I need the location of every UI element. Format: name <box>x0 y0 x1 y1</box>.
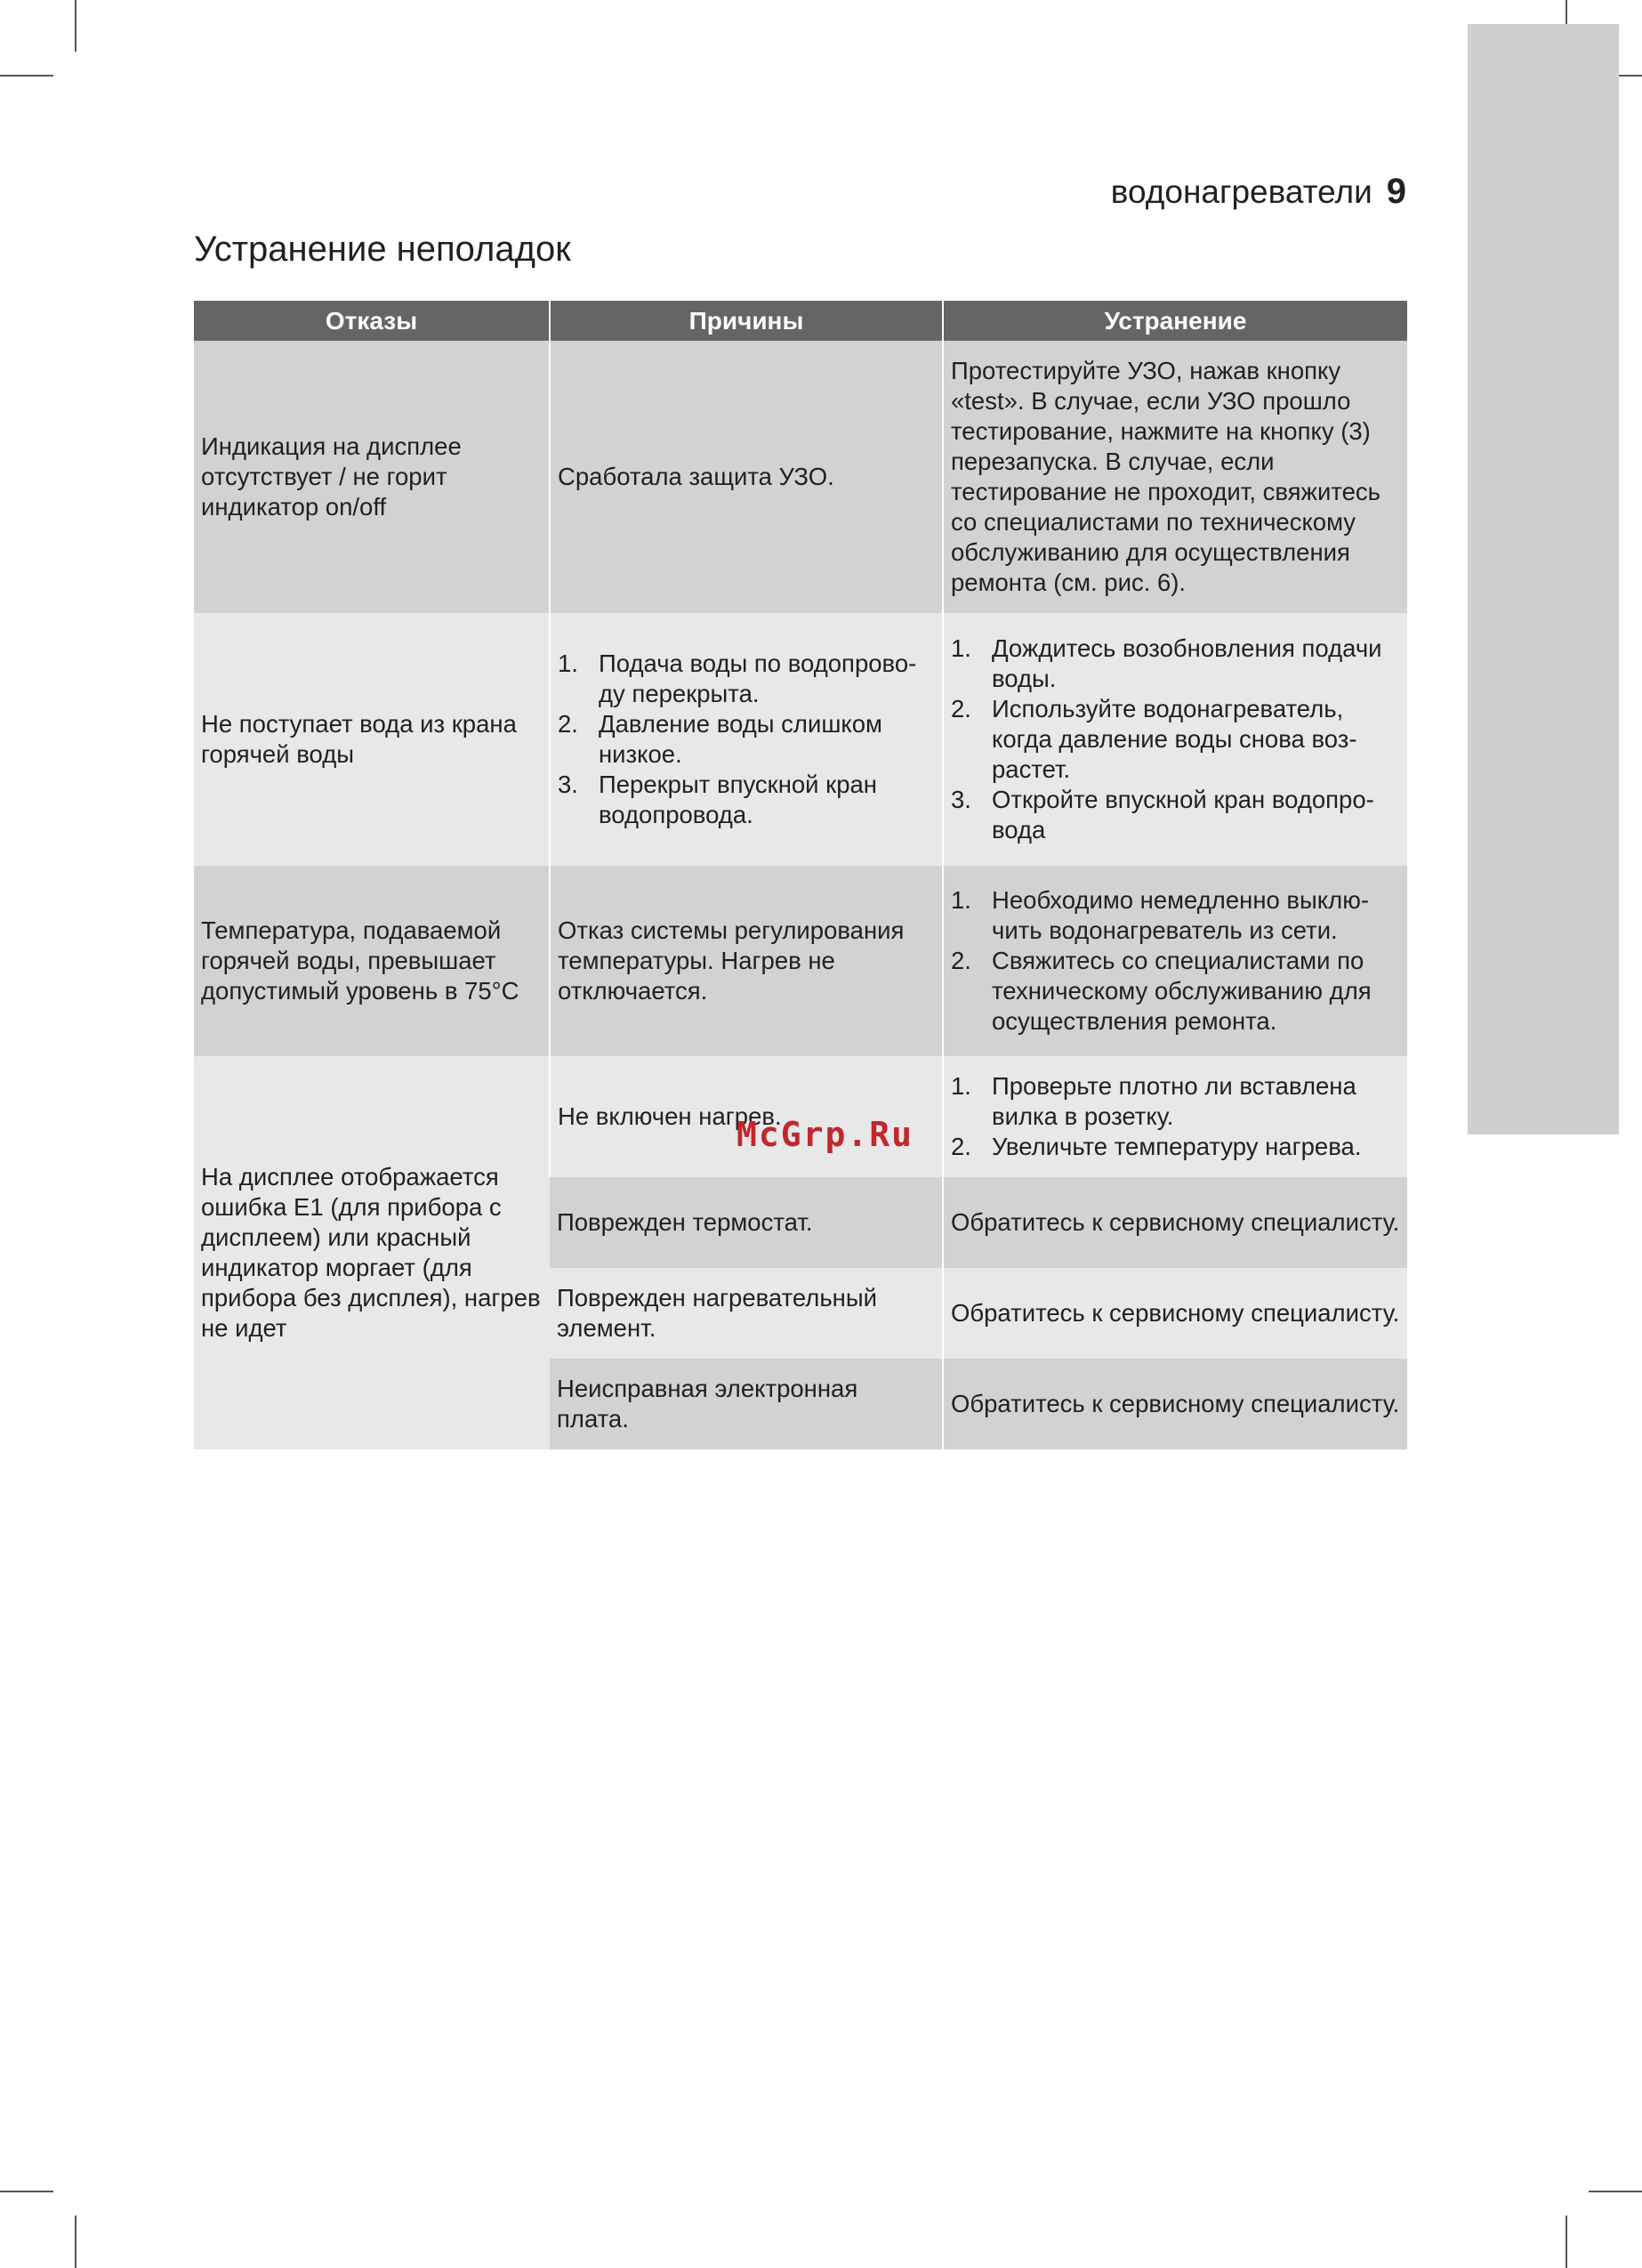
remedy-cell: Обратитесь к сервисному специалисту. <box>943 1177 1407 1268</box>
crop-mark <box>0 75 53 77</box>
list-text: Увеличьте температуру нагрева. <box>992 1133 1362 1160</box>
table-row <box>194 866 1407 1056</box>
list-number: 1. <box>951 886 971 914</box>
crop-mark <box>1566 2216 1567 2268</box>
list-item <box>951 946 1400 1037</box>
table-row <box>194 341 1407 613</box>
list-number: 3. <box>558 771 578 798</box>
remedy-list <box>951 1071 1400 1162</box>
list-text: Проверьте плотно ли вставлена вилка в розетку. <box>992 1072 1356 1130</box>
list-item <box>951 694 1400 785</box>
list-item <box>951 634 1400 694</box>
list-number: 2. <box>951 695 971 722</box>
cause-cell: Отказ системы регулирования температуры. Нагрев не отключается. <box>550 866 943 1056</box>
list-text: Подача воды по водопрово-ду перекрыта. <box>599 650 917 707</box>
cause-cell: Поврежден нагревательный элемент. <box>550 1268 943 1359</box>
remedy-cell <box>943 1056 1407 1177</box>
list-text: Дождитесь возобновления подачи воды. <box>992 634 1382 692</box>
watermark-text: McGrp.Ru <box>736 1115 914 1154</box>
list-number: 2. <box>558 710 578 738</box>
column-header-faults: Отказы <box>194 301 550 341</box>
remedy-cell: Обратитесь к сервисному специалисту. <box>943 1268 1407 1359</box>
cause-cell: Поврежден термостат. <box>550 1177 943 1268</box>
list-text: Необходимо немедленно выклю-чить водонагреватель из сети. <box>992 886 1369 944</box>
table-header-row <box>194 301 1407 341</box>
list-item <box>951 1071 1400 1132</box>
cause-cell: Сработала защита УЗО. <box>550 341 943 613</box>
list-item <box>558 649 935 709</box>
crop-mark <box>75 2216 76 2268</box>
running-header <box>1111 172 1406 212</box>
table-row <box>194 613 1407 866</box>
remedy-cell <box>943 613 1407 866</box>
cause-cell: Не включен нагрев. <box>550 1056 943 1177</box>
cause-cell: Неисправная электронная плата. <box>550 1359 943 1449</box>
list-text: Откройте впускной кран водопро-вода <box>992 786 1374 843</box>
fault-cell: Температура, подаваемой горячей воды, превышает допустимый уровень в 75°C <box>194 866 550 1056</box>
list-number: 2. <box>951 947 971 974</box>
list-item <box>951 785 1400 845</box>
list-item <box>558 770 935 830</box>
crop-mark <box>1589 2191 1642 2192</box>
remedy-cell: Обратитесь к сервисному специалисту. <box>943 1359 1407 1449</box>
list-number: 3. <box>951 786 971 813</box>
cause-list <box>558 649 935 830</box>
list-item <box>951 1132 1400 1162</box>
list-item <box>558 709 935 770</box>
section-title: Устранение неполадок <box>194 230 571 269</box>
crop-mark <box>75 0 76 52</box>
list-item <box>951 885 1400 946</box>
list-number: 1. <box>951 634 971 662</box>
column-header-remedies: Устранение <box>943 301 1407 341</box>
fault-cell: Индикация на дисплее отсутствует / не горит индикатор on/off <box>194 341 550 613</box>
list-text: Давление воды слишком низкое. <box>599 710 882 768</box>
remedy-list <box>951 885 1400 1037</box>
running-title: водонагреватели <box>1110 174 1372 210</box>
list-text: Свяжитесь со специалистами по техническому обслуживанию для осуществления ремонта. <box>992 947 1372 1035</box>
list-text: Используйте водонагреватель, когда давление воды снова воз-растет. <box>992 695 1357 783</box>
list-number: 1. <box>558 650 578 677</box>
fault-cell: Не поступает вода из крана горячей воды <box>194 613 550 866</box>
list-text: Перекрыт впускной кран водопровода. <box>599 771 877 828</box>
remedy-list <box>951 634 1400 845</box>
remedy-cell: Протестируйте УЗО, нажав кнопку «test». В случае, если УЗО прошло тестирование, нажмите на кнопку (3) перезапуска. В случае, если тестирование не проходит, свяжитесь со специалистами по техническому обслуживанию для осуществления ремонта (см. рис. 6). <box>943 341 1407 613</box>
page-number: 9 <box>1386 172 1406 211</box>
column-header-causes: Причины <box>550 301 943 341</box>
list-number: 2. <box>951 1133 971 1160</box>
crop-mark <box>0 2191 53 2192</box>
remedy-cell <box>943 866 1407 1056</box>
troubleshooting-table <box>194 301 1407 1449</box>
cause-cell <box>550 613 943 866</box>
list-number: 1. <box>951 1072 971 1100</box>
chapter-side-tab <box>1468 24 1619 1134</box>
fault-cell: На дисплее отображается ошибка E1 (для прибора с дисплеем) или красный индикатор моргает (для прибора без дисплея), нагрев не идет <box>194 1056 550 1449</box>
